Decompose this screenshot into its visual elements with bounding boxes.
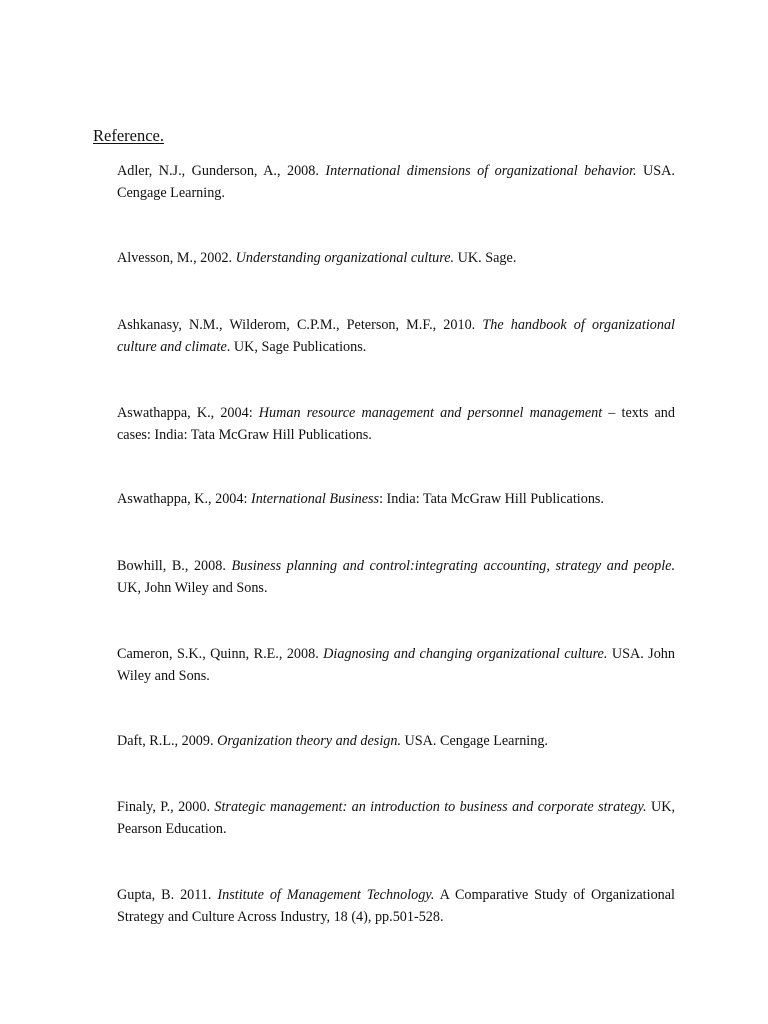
reference-authors: Daft, R.L., 2009. [117, 733, 218, 749]
reference-authors: Finaly, P., 2000. [117, 799, 215, 815]
reference-entry [117, 489, 675, 511]
reference-authors: Ashkanasy, N.M., Wilderom, C.P.M., Peterson, M.F., 2010. [117, 317, 483, 333]
reference-title: Human resource management and personnel management [258, 405, 603, 421]
reference-title: Institute of Management Technology. [217, 887, 435, 903]
reference-publisher: : India: Tata McGraw Hill Publications. [379, 491, 604, 507]
reference-publisher: UK. Sage. [454, 250, 517, 266]
reference-entry [117, 885, 675, 928]
reference-entry [117, 731, 675, 753]
reference-entry [117, 403, 675, 446]
reference-entry [117, 161, 675, 204]
reference-authors: Alvesson, M., 2002. [117, 250, 236, 266]
reference-title: The handbook of organizational culture and climate [117, 317, 675, 355]
reference-publisher: . UK, Sage Publications. [226, 338, 367, 355]
reference-title: Understanding organizational culture. [235, 250, 455, 266]
reference-title: International dimensions of organizational behavior. [325, 163, 637, 179]
reference-title: Business planning and control:integrating accounting, strategy and people. [231, 558, 675, 574]
reference-heading: Reference. [93, 126, 164, 145]
reference-publisher: USA. Cengage Learning. [401, 733, 548, 749]
reference-publisher: USA. John Wiley and Sons. [117, 646, 675, 684]
reference-title: Organization theory and design. [217, 733, 401, 749]
reference-entry [117, 556, 675, 599]
reference-publisher: A Comparative Study of Organizational Strategy and Culture Across Industry, 18 (4), pp.501-528. [117, 887, 675, 925]
reference-publisher: UK, Pearson Education. [117, 799, 676, 837]
reference-publisher: – texts and cases: India: Tata McGraw Hill Publications. [117, 405, 675, 443]
reference-title: Strategic management: an introduction to business and corporate strategy. [214, 799, 647, 815]
reference-title: International Business [250, 491, 380, 507]
reference-authors: Gupta, B. 2011. [117, 887, 218, 903]
reference-entry [117, 644, 675, 687]
reference-authors: Adler, N.J., Gunderson, A., 2008. [117, 163, 326, 179]
reference-publisher: UK, John Wiley and Sons. [117, 579, 268, 596]
reference-title: Diagnosing and changing organizational culture. [323, 646, 608, 662]
reference-authors: Aswathappa, K., 2004: [117, 491, 251, 507]
reference-entry [117, 797, 675, 840]
reference-authors: Bowhill, B., 2008. [117, 558, 232, 574]
reference-authors: Aswathappa, K., 2004: [117, 405, 259, 421]
reference-publisher: USA. Cengage Learning. [117, 163, 675, 201]
reference-entry [117, 315, 675, 358]
reference-entry [117, 248, 675, 270]
reference-authors: Cameron, S.K., Quinn, R.E., 2008. [117, 646, 324, 662]
